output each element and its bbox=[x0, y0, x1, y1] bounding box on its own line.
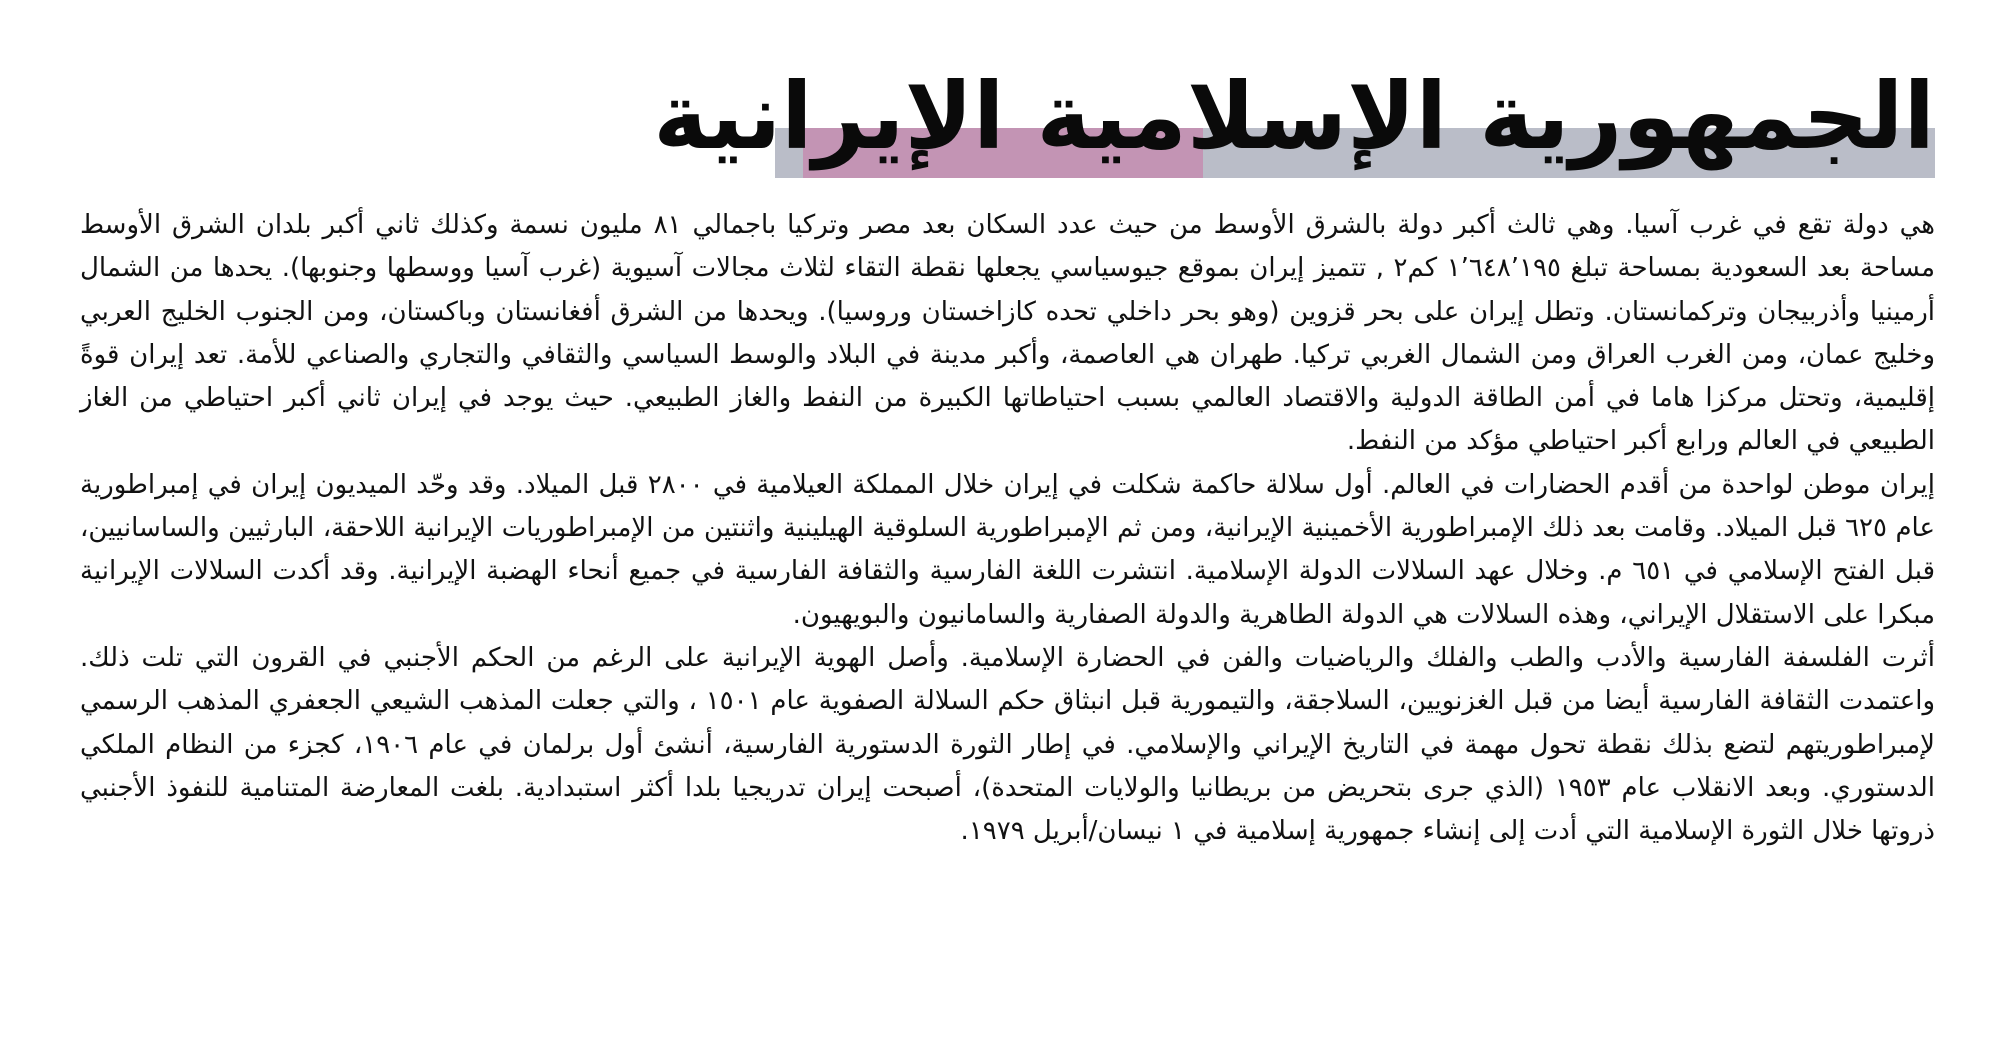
paragraph-history: إيران موطن لواحدة من أقدم الحضارات في العالم. أول سلالة حاكمة شكلت في إيران خلال المملكة العيلامية في ٢٨٠٠ قبل الميلاد. وقد وحّد الميديون إيران في إمبراطورية عام ٦٢٥ قبل الميلاد. وقامت بعد ذلك الإمبراطورية الأخمينية الإيرانية، ومن ثم الإمبراطورية السلوقية الهيلينية واثنتين من الإمبراطوريات الإيرانية اللاحقة، البارثيين والساسانيين، قبل الفتح الإسلامي في ٦٥١ م. وخلال عهد السلالات الدولة الإسلامية. انتشرت اللغة الفارسية والثقافة الفارسية في جميع أنحاء الهضبة الإيرانية. وقد أكدت السلالات الإيرانية مبكرا على الاستقلال الإيراني، وهذه السلالات هي الدولة الطاهرية والدولة الصفارية والسامانيون والبويهيون. bbox=[80, 469, 1935, 630]
paragraph-culture: أثرت الفلسفة الفارسية والأدب والطب والفلك والرياضيات والفن في الحضارة الإسلامية. وأصل الهوية الإيرانية على الرغم من الحكم الأجنبي في القرون التي تلت ذلك. واعتمدت الثقافة الفارسية أيضا من قبل الغزنويين، السلاجقة، والتيمورية قبل انبثاق حكم السلالة الصفوية عام ١٥٠١ ، والتي جعلت المذهب الشيعي الجعفري المذهب الرسمي لإمبراطوريتهم لتضع بذلك نقطة تحول مهمة في التاريخ الإيراني والإسلامي. في إطار الثورة الدستورية الفارسية، أنشئ أول برلمان في عام ١٩٠٦، كجزء من النظام الملكي الدستوري. وبعد الانقلاب عام ١٩٥٣ (الذي جرى بتحريض من بريطانيا والولايات المتحدة)، أصبحت إيران تدريجيا بلدا أكثر استبدادية. بلغت المعارضة المتنامية للنفوذ الأجنبي ذروتها خلال الثورة الإسلامية التي أدت إلى إنشاء جمهورية إسلامية في ١ نيسان/أبريل ١٩٧٩. bbox=[80, 642, 1936, 847]
title-block bbox=[653, 52, 1935, 182]
article-body bbox=[80, 204, 1935, 853]
paragraph-geography: هي دولة تقع في غرب آسيا. وهي ثالث أكبر دولة بالشرق الأوسط من حيث عدد السكان بعد مصر وتركيا باجمالي ٨١ مليون نسمة وكذلك ثاني أكبر بلدان الشرق الأوسط مساحة بعد السعودية بمساحة تبلغ ١٬٦٤٨٬١٩٥ كم٢ , تتميز إيران بموقع جيوسياسي يجعلها نقطة التقاء لثلاث مجالات آسيوية (غرب آسيا ووسطها وجنوبها). يحدها من الشمال أرمينيا وأذربيجان وتركمانستان. وتطل إيران على بحر قزوين (وهو بحر داخلي تحده كازاخستان وروسيا). ويحدها من الشرق أفغانستان وباكستان، ومن الجنوب الخليج العربي وخليج عمان، ومن الغرب العراق ومن الشمال الغربي تركيا. طهران هي العاصمة، وأكبر مدينة في البلاد والوسط السياسي والثقافي والتجاري والصناعي للأمة. تعد إيران قوةً إقليمية، وتحتل مركزا هاما في أمن الطاقة الدولية والاقتصاد العالمي بسبب احتياطاتها الكبيرة من النفط والغاز الطبيعي. حيث يوجد في إيران ثاني أكبر احتياطي من الغاز الطبيعي في العالم ورابع أكبر احتياطي مؤكد من النفط. bbox=[80, 210, 1936, 457]
page-title: الجمهورية الإسلامية الإيرانية bbox=[653, 63, 1935, 170]
